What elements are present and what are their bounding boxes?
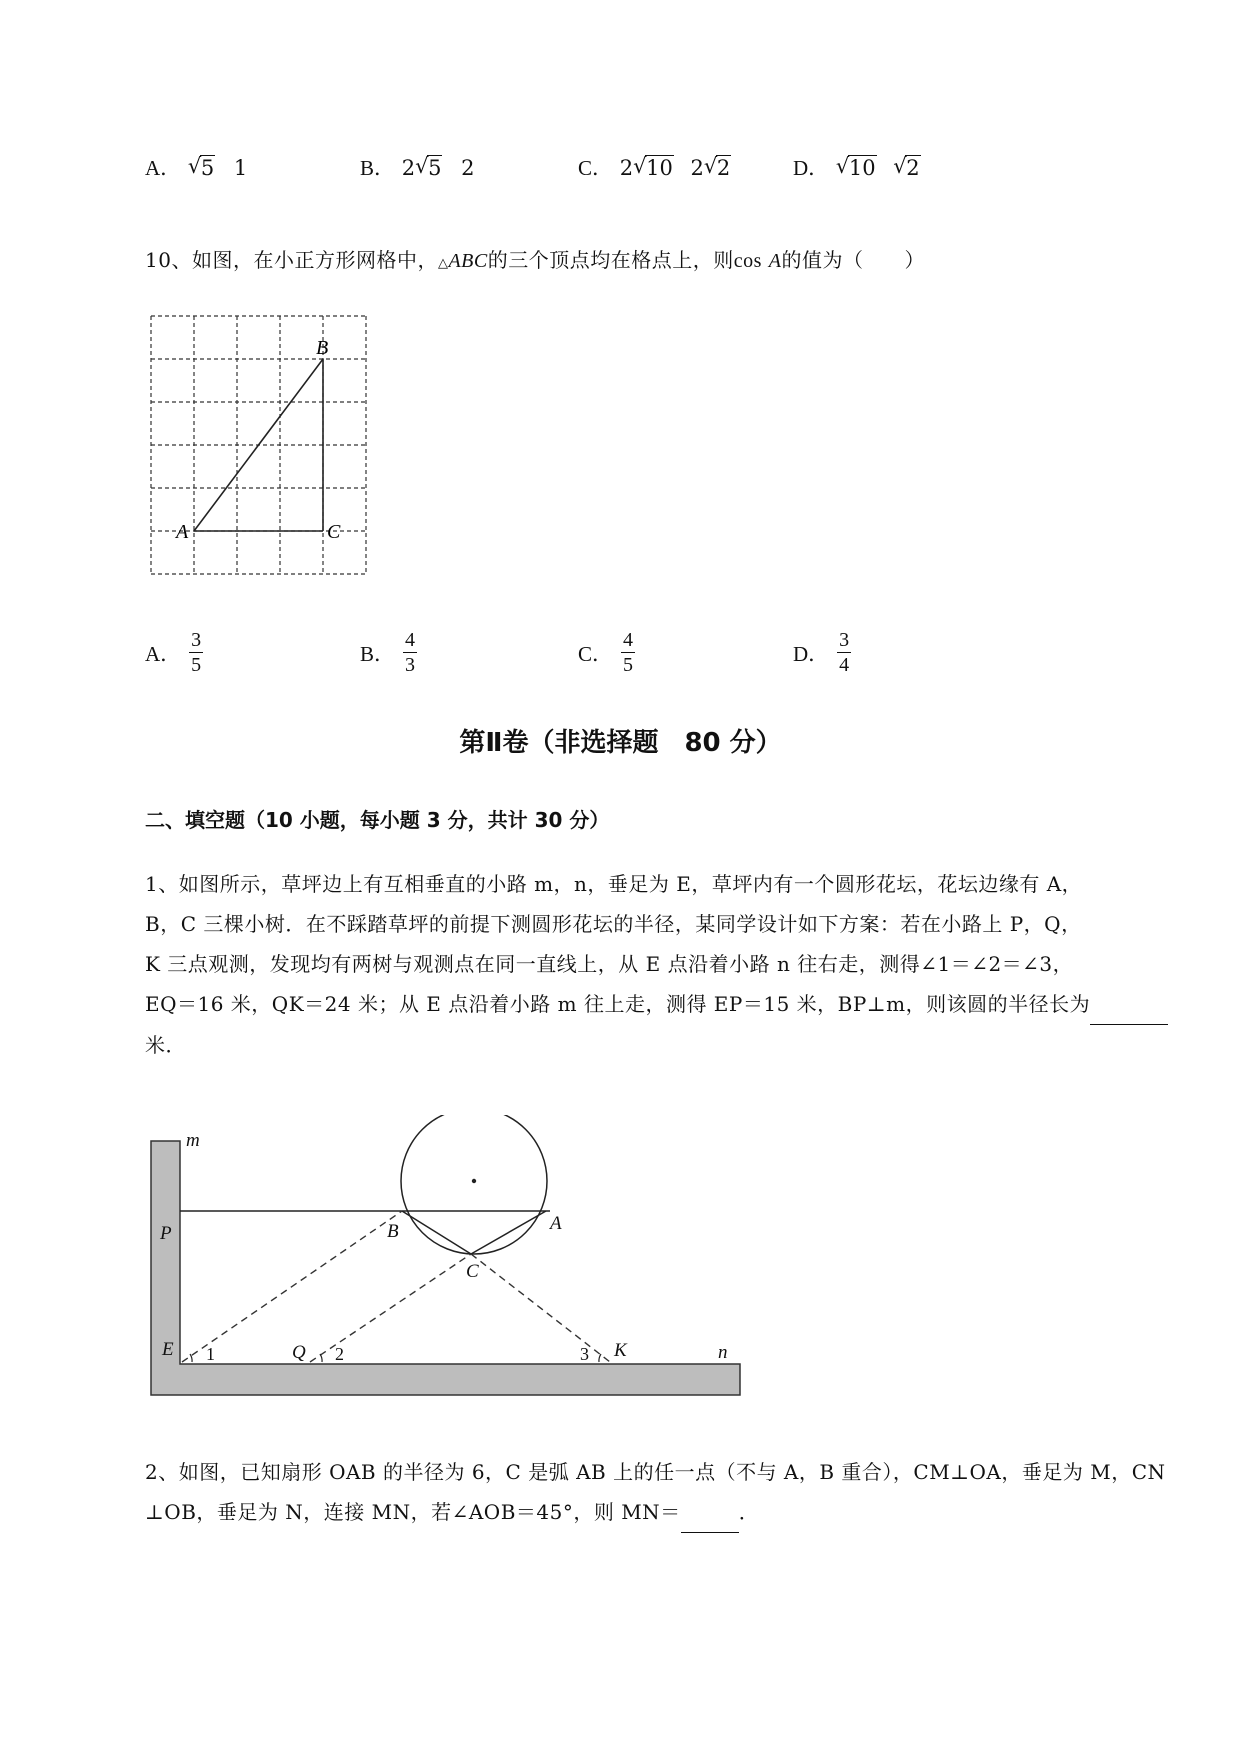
vertex-label-a: A: [176, 521, 189, 543]
fill1-line-2: B，C 三棵小树．在不踩踏草坪的前提下测圆形花坛的半径，某同学设计如下方案：若在小路上 P，Q，: [145, 912, 1082, 936]
label-n: n: [718, 1342, 728, 1363]
fill1-line-1: 1、如图所示，草坪边上有互相垂直的小路 m，n，垂足为 E，草坪内有一个圆形花坛，花坛边缘有 A，: [145, 872, 1083, 896]
sqrt-term: √ 2: [893, 156, 920, 180]
fraction: $\frac{4}{5}$: [623, 629, 634, 676]
label-b: B: [387, 1221, 399, 1242]
sqrt-term: √ 2: [704, 156, 731, 180]
part2-heading: 二、填空题（10 小题，每小题 3 分，共计 30 分）: [145, 808, 610, 832]
label-angle-2: 2: [335, 1344, 344, 1364]
sqrt-term: √ 10: [836, 156, 877, 180]
fill1-line-4: EQ＝16 米，QK＝24 米；从 E 点沿着小路 m 往上走，测得 EP＝15 米，BP⊥m，则该圆的半径长为: [145, 984, 1155, 1025]
q10-stem: 10、如图，在小正方形网格中，△ABC的三个顶点均在格点上，则cos A的值为（ ）: [145, 248, 925, 272]
label-m: m: [186, 1130, 200, 1151]
q10-option-c: C． $\frac{4}{5}$: [578, 629, 634, 676]
label-a: A: [550, 1213, 562, 1234]
label-q: Q: [292, 1342, 306, 1363]
triangle-symbol: △: [437, 256, 449, 271]
q9-option-b: B． 2√ 5 2: [360, 152, 475, 182]
chord-bc: [402, 1211, 471, 1254]
fill1-figure: [140, 1115, 760, 1415]
vertex-label-b: B: [316, 337, 329, 359]
angle-2-mark: [320, 1354, 322, 1362]
answer-blank[interactable]: [1090, 984, 1168, 1025]
circle-center-dot: [472, 1179, 476, 1183]
q9-option-c: C． 2√ 10 2√ 2: [578, 152, 731, 182]
q9-options: [0, 152, 1241, 182]
sqrt-term: √ 5: [188, 156, 215, 180]
fraction: $\frac{3}{4}$: [839, 629, 850, 676]
label-angle-1: 1: [206, 1344, 215, 1364]
q10-grid-figure: [140, 310, 380, 580]
triangle-abc: [194, 359, 323, 531]
flower-bed-circle: [401, 1115, 547, 1254]
path-border: [151, 1141, 740, 1395]
angle-3-mark: [599, 1354, 601, 1362]
q10-options: [0, 628, 1241, 684]
fraction: $\frac{4}{3}$: [405, 629, 416, 676]
q10-option-a: A． $\frac{3}{5}$: [145, 629, 202, 676]
sqrt-term: √ 10: [633, 156, 674, 180]
fill-question-2: [145, 1452, 1166, 1533]
fill1-line-3: K 三点观测，发现均有两树与观测点在同一直线上，从 E 点沿着小路 n 往右走，测得∠1＝∠2＝∠3，: [145, 952, 1074, 976]
vertex-label-c: C: [327, 521, 341, 543]
q9-option-a: A． √ 5 1: [145, 152, 247, 182]
label-k: K: [614, 1340, 627, 1361]
label-c: C: [466, 1261, 479, 1282]
label-p: P: [160, 1223, 172, 1244]
fill-question-1: [145, 864, 1155, 1065]
q9-option-d: D． √ 10 √ 2: [793, 152, 921, 182]
fill1-line-5: 米．: [145, 1033, 186, 1057]
fraction: $\frac{3}{5}$: [191, 629, 202, 676]
q10-option-b: B． $\frac{4}{3}$: [360, 629, 416, 676]
fill2-line-2: ⊥OB，垂足为 N，连接 MN，若∠AOB＝45°，则 MN＝ ．: [145, 1492, 1155, 1533]
q10-option-d: D． $\frac{3}{4}$: [793, 629, 850, 676]
sqrt-term: √ 5: [415, 156, 442, 180]
section-title: 第Ⅱ卷（非选择题 80 分）: [459, 728, 782, 758]
angle-1-mark: [190, 1354, 192, 1362]
label-angle-3: 3: [580, 1344, 589, 1364]
chord-ac: [471, 1211, 546, 1254]
fill2-line-1: 2、如图，已知扇形 OAB 的半径为 6，C 是弧 AB 上的任一点（不与 A，B 重合），CM⊥OA，垂足为 M，CN: [145, 1460, 1166, 1484]
answer-blank[interactable]: [681, 1492, 739, 1533]
label-e: E: [162, 1339, 174, 1360]
